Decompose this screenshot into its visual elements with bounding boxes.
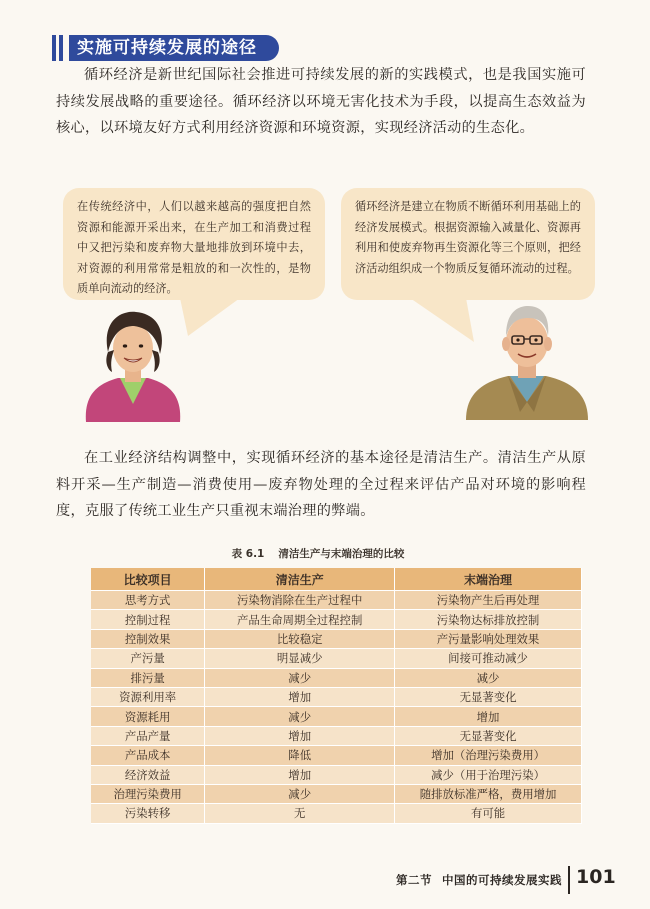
- table-row: [91, 668, 582, 687]
- clean-cell: 明显减少: [205, 649, 395, 668]
- end-cell: 无显著变化: [395, 726, 582, 745]
- table-row: [91, 591, 582, 610]
- clean-cell: 减少: [205, 668, 395, 687]
- page-footer: [396, 872, 562, 888]
- comparison-table: [91, 568, 582, 824]
- table-row: [91, 784, 582, 803]
- clean-cell: 增加: [205, 765, 395, 784]
- table-number: 表 6.1: [231, 548, 265, 560]
- table-row: [91, 707, 582, 726]
- section-heading: [52, 34, 279, 62]
- row-label: 思考方式: [91, 591, 205, 610]
- table-row: [91, 629, 582, 648]
- footer-divider: [568, 866, 570, 894]
- table-row: [91, 687, 582, 706]
- end-cell: 减少: [395, 668, 582, 687]
- clean-cell: 降低: [205, 746, 395, 765]
- table-row: [91, 649, 582, 668]
- end-cell: 减少（用于治理污染）: [395, 765, 582, 784]
- clean-production-paragraph: 在工业经济结构调整中，实现循环经济的基本途径是清洁生产。清洁生产从原料开采—生产制造—消费使用—废弃物处理的全过程来评估产品对环境的影响程度，克服了传统工业生产只重视末端治理的弊端。: [56, 450, 586, 519]
- footer-section-number: 第二节: [396, 873, 432, 887]
- clean-cell: 无: [205, 804, 395, 823]
- end-cell: 增加（治理污染费用）: [395, 746, 582, 765]
- footer-section-title: 中国的可持续发展实践: [442, 873, 562, 887]
- row-label: 资源耗用: [91, 707, 205, 726]
- header-item: 比较项目: [91, 568, 205, 591]
- end-cell: 随排放标准严格，费用增加: [395, 784, 582, 803]
- table-row: [91, 610, 582, 629]
- end-cell: 无显著变化: [395, 687, 582, 706]
- clean-cell: 减少: [205, 707, 395, 726]
- heading-bars-icon: [52, 35, 63, 61]
- table-row: [91, 765, 582, 784]
- end-cell: 增加: [395, 707, 582, 726]
- table-header-row: [91, 568, 582, 591]
- clean-cell: 比较稳定: [205, 629, 395, 648]
- woman-figure: [78, 306, 188, 422]
- clean-cell: 污染物消除在生产过程中: [205, 591, 395, 610]
- end-cell: 产污量影响处理效果: [395, 629, 582, 648]
- table-row: [91, 726, 582, 745]
- section-title: 实施可持续发展的途径: [69, 35, 279, 61]
- row-label: 控制效果: [91, 629, 205, 648]
- row-label: 资源利用率: [91, 687, 205, 706]
- clean-cell: 减少: [205, 784, 395, 803]
- table-row: [91, 746, 582, 765]
- row-label: 排污量: [91, 668, 205, 687]
- end-cell: 污染物产生后再处理: [395, 591, 582, 610]
- end-cell: 有可能: [395, 804, 582, 823]
- speech-bubble-right: 循环经济是建立在物质不断循环利用基础上的经济发展模式。根据资源输入减量化、资源再利用和使废弃物再生资源化等三个原则，把经济活动组织成一个物质反复循环流动的过程。: [341, 188, 595, 300]
- row-label: 经济效益: [91, 765, 205, 784]
- clean-cell: 增加: [205, 726, 395, 745]
- table-row: [91, 804, 582, 823]
- row-label: 污染转移: [91, 804, 205, 823]
- speech-bubble-left: 在传统经济中，人们以越来越高的强度把自然资源和能源开采出来，在生产加工和消费过程中又把污染和废弃物大量地排放到环境中去，对资源的利用常常是粗放的和一次性的，是物质单向流动的经济。: [63, 188, 325, 300]
- clean-cell: 产品生命周期全过程控制: [205, 610, 395, 629]
- table-title: 清洁生产与末端治理的比较: [278, 548, 405, 560]
- intro-paragraph: 循环经济是新世纪国际社会推进可持续发展的新的实践模式，也是我国实施可持续发展战略的重要途径。循环经济以环境无害化技术为手段，以提高生态效益为核心，以环境友好方式利用经济资源和环境资源，实现经济活动的生态化。: [56, 67, 586, 136]
- row-label: 控制过程: [91, 610, 205, 629]
- man-figure: [462, 300, 592, 420]
- end-cell: 间接可推动减少: [395, 649, 582, 668]
- clean-cell: 增加: [205, 687, 395, 706]
- table-caption: [0, 546, 650, 561]
- header-end-treatment: 末端治理: [395, 568, 582, 591]
- row-label: 产品成本: [91, 746, 205, 765]
- bubble-tail-left: [180, 298, 250, 338]
- row-label: 产污量: [91, 649, 205, 668]
- end-cell: 污染物达标排放控制: [395, 610, 582, 629]
- page-number: 101: [576, 866, 616, 888]
- row-label: 治理污染费用: [91, 784, 205, 803]
- row-label: 产品产量: [91, 726, 205, 745]
- header-clean-production: 清洁生产: [205, 568, 395, 591]
